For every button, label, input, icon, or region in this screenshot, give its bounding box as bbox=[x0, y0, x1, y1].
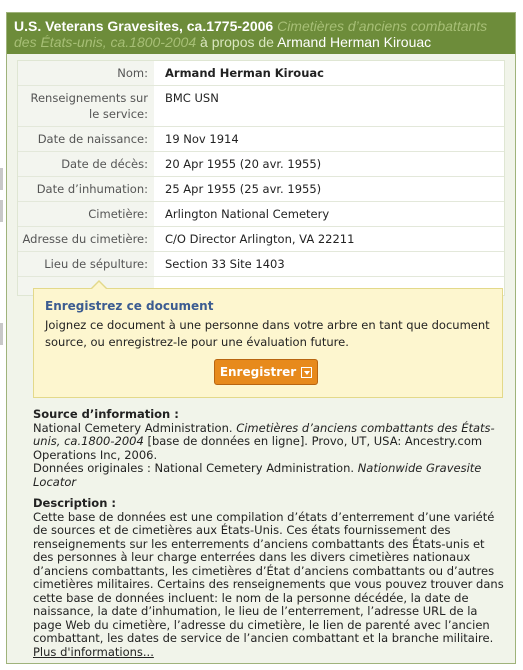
citation-text: [base de données en ligne]. Provo, UT, USA: Ancestry.com Operations Inc, 2006. bbox=[33, 434, 483, 462]
original-data-text: Données originales : National Cemetery Administration. bbox=[33, 461, 358, 475]
collection-subtitle: Cimetières d’anciens combattants des États-unis, ca.1800-2004 bbox=[14, 18, 488, 50]
source-heading: Source d’information : bbox=[33, 407, 179, 421]
citation-title: Cimetières d’anciens combattants des États-unis, ca.1800-2004 bbox=[33, 420, 495, 448]
save-button-label: Enregistrer bbox=[219, 365, 297, 379]
field-label: Nom: bbox=[18, 61, 154, 85]
record-header bbox=[7, 13, 515, 54]
table-row bbox=[18, 252, 504, 277]
save-text: Joignez ce document à une personne dans votre arbre en tant que document source, ou enregistrez-le pour une évaluation future. bbox=[45, 318, 490, 349]
field-value: Arlington National Cemetery bbox=[165, 207, 330, 221]
save-button[interactable] bbox=[214, 359, 318, 385]
field-label: Renseignements sur le service: bbox=[18, 86, 154, 126]
field-value: 25 Apr 1955 (25 avr. 1955) bbox=[165, 182, 322, 196]
original-data bbox=[33, 462, 507, 489]
field-value: 20 Apr 1955 (20 avr. 1955) bbox=[165, 157, 322, 171]
field-label: Adresse du cimetière: bbox=[18, 227, 154, 251]
edge-tick bbox=[0, 168, 3, 190]
citation-text: National Cemetery Administration. bbox=[33, 420, 237, 435]
table-row bbox=[18, 86, 504, 127]
field-label: Date de naissance: bbox=[18, 127, 154, 151]
description-body bbox=[33, 511, 507, 660]
dropdown-arrow-icon[interactable] bbox=[301, 367, 312, 378]
table-row bbox=[18, 152, 504, 177]
table-row bbox=[18, 61, 504, 86]
save-title: Enregistrez ce document bbox=[45, 299, 214, 313]
edge-tick bbox=[0, 200, 3, 222]
source-citation bbox=[33, 422, 507, 463]
field-label: Date d’inhumation: bbox=[18, 177, 154, 201]
left-edge bbox=[0, 0, 4, 670]
save-record-callout bbox=[33, 288, 503, 398]
about-text: à propos de bbox=[200, 34, 274, 50]
table-row bbox=[18, 202, 504, 227]
record-panel bbox=[6, 12, 516, 664]
table-row bbox=[18, 177, 504, 202]
table-row bbox=[18, 227, 504, 252]
field-value: 19 Nov 1914 bbox=[165, 132, 239, 146]
edge-tick bbox=[0, 323, 3, 345]
field-value: Armand Herman Kirouac bbox=[165, 66, 324, 80]
description-heading: Description : bbox=[33, 496, 116, 510]
callout-arrow-fill bbox=[91, 282, 107, 290]
field-label: Cimetière: bbox=[18, 202, 154, 226]
record-table bbox=[17, 60, 505, 296]
collection-title[interactable]: U.S. Veterans Gravesites, ca.1775-2006 bbox=[14, 18, 274, 34]
field-value: C/O Director Arlington, VA 22211 bbox=[165, 232, 355, 246]
field-label: Lieu de sépulture: bbox=[18, 252, 154, 276]
table-row bbox=[18, 127, 504, 152]
source-info bbox=[33, 408, 507, 659]
field-value: Section 33 Site 1403 bbox=[165, 257, 285, 271]
person-name-link[interactable]: Armand Herman Kirouac bbox=[277, 34, 432, 50]
description-text: Cette base de données est une compilation d’états d’enterrement d’une variété de sources et de cimetières aux États-Unis. Ces états fournissement des renseignements sur les enterrements d’anciens combattants des États-unis et des personnes à leur charge enterrées dans les divers cimetières nationaux d’anciens combattants, les cimetières d’État d’anciens combattants ou d’autres cimetières militaires. Certains des renseignements que vous pouvez trouver dans cette base de données incluent: le nom de la personne décédée, la date de naissance, la date d’inhumation, le lieu de l’enterrement, l’adresse URL de la page Web du cimetière, l’adresse du cimetière, le lien de parenté avec l’ancien combattant, les dates de service de l’ancien combattant et la branche militaire. bbox=[33, 509, 504, 645]
more-info-link[interactable]: Plus d'informations... bbox=[33, 644, 154, 659]
original-data-title: Nationwide Gravesite Locator bbox=[33, 461, 482, 489]
field-value: BMC USN bbox=[165, 91, 219, 105]
field-label: Date de décès: bbox=[18, 152, 154, 176]
